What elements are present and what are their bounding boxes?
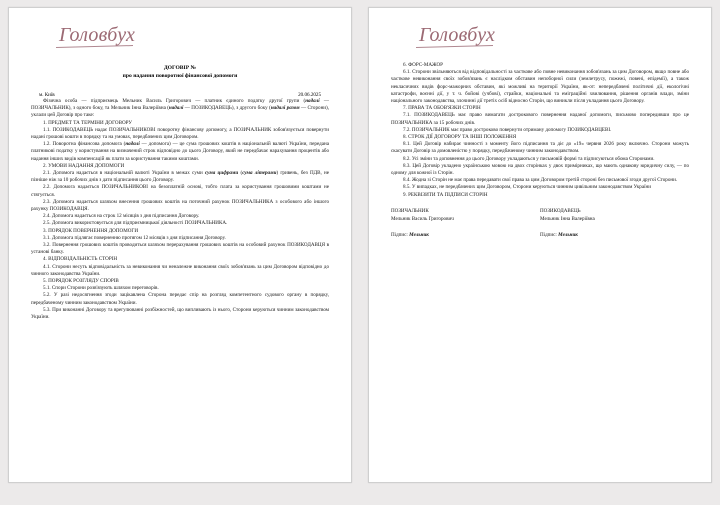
clause-2-4: 2.4. Допомога надається на строк 12 місяців з дня підписання Договору. (43, 213, 200, 220)
document-date: 20.06.2025 (298, 92, 321, 98)
document-city: м. Київ (39, 92, 55, 98)
clause-1-2-part-b: — допомога) — це сума грошових коштів в національній валюті України, передана платникові податку у користування на визначений строк відповідно до цього Договору, який не передбачає нарахування процентів або надання інших видів компенсацій як плати за користування такими коштами. (31, 141, 329, 162)
section-heading-1: 1. ПРЕДМЕТ ТА ТЕРМІНИ ДОГОВОРУ (43, 119, 132, 126)
borrower-signature-mark: Мельник (409, 231, 429, 238)
lender-role-label: ПОЗИКОДАВЕЦЬ (540, 207, 581, 214)
clause-2-1-placeholder-digits: сума цифрами (204, 170, 239, 177)
clause-1-2-part-a: 1.2. Поворотна фінансова допомога ( (43, 141, 126, 148)
document-title-line-1: ДОГОВІР № (163, 65, 197, 71)
document-page-1 (8, 7, 352, 483)
preamble-emphasis-2: надалі (168, 105, 184, 112)
clause-2-5: 2.5. Допомога використовується для підприємницької діяльності ПОЗИЧАЛЬНИКА. (43, 220, 228, 227)
clause-2-3: 2.3. Допомога надається шляхом внесення грошових коштів на поточний рахунок ПОЗИЧАЛЬНИКА з особового або іншого рахунку ПОЗИКОДАВЦЯ. (31, 198, 329, 213)
borrower-signature-label: Підпис: (391, 231, 408, 238)
clause-2-1 (31, 170, 329, 184)
clause-3-1: 3.1. Допомога підлягає поверненню протягом 12 місяців з дня підписання Договору. (43, 234, 226, 241)
preamble-paragraph: Фізична особа — підприємець Мельник Василь Григорович — платник єдиного податку другої групи (надалі — ПОЗИЧАЛЬНИК), з одного боку, та Мельник Інна Валеріївна (надалі — ПОЗИКОДАВЕЦЬ), з другого боку (надалі разом — Сторони), уклали цей Договір про таке: (31, 98, 329, 119)
signature-block (391, 207, 689, 239)
clause-4-1: 4.1. Сторони несуть відповідальність за невиконання чи неналежне виконання своїх зобов'язань за цим Договором відповідно до чинного законодавства України. (31, 263, 329, 277)
borrower-signature-line (391, 231, 540, 239)
clause-2-1-placeholder-words: сума літерами (242, 170, 277, 177)
document-title (31, 64, 329, 80)
clause-5-3: 5.3. При виконанні Договору та врегулюванні розбіжностей, що випливають із нього, Сторони керуються чинним законодавством України. (31, 306, 329, 321)
page-1-body (31, 98, 329, 321)
preamble-emphasis-3: надалі разом (270, 105, 300, 112)
clause-1-2-emphasis: надалі (125, 141, 140, 148)
signature-cell-lender (540, 207, 689, 239)
lender-signature-line (540, 231, 689, 239)
document-page-2 (368, 7, 712, 483)
clause-2-1-mid: ( (238, 170, 243, 177)
brand-logo-text: Головбух (59, 24, 136, 46)
borrower-role-label: ПОЗИЧАЛЬНИК (391, 207, 429, 214)
clause-5-1: 5.1. Спори Сторони розв'язують шляхом переговорів. (43, 285, 159, 292)
clause-8-5: 8.5. У випадках, не передбачених цим Договором, Сторони керуються чинним цивільним законодавством України (403, 184, 651, 191)
preamble-emphasis-1: надалі (305, 98, 320, 104)
borrower-full-name: Мельник Василь Григорович (391, 215, 454, 222)
clause-2-1-part-a: 2.1. Допомога надається в національній валюті України в межах суми (43, 170, 205, 177)
page-2-body (391, 62, 689, 239)
clause-2-1-part-b: ) гривень, без ПДВ, не пізніше ніж за 10 робочих днів з дати підписання цього Договору. (31, 170, 329, 184)
clause-8-1: 8.1. Цей Договір набирає чинності з моменту його підписання та діє до «19» червня 2026 року включно. Сторони можуть скасувати Договір за домовленістю у порядку, передбаченому чинним законодавством. (391, 141, 689, 155)
signature-row (391, 207, 689, 239)
clause-5-2: 5.2. У разі недосягнення згоди зацікавлена Сторона передає спір на розгляд компетентного судового органу в порядку, передбаченому чинним законодавством України. (31, 292, 329, 306)
clause-1-1: 1.1. ПОЗИКОДАВЕЦЬ надає ПОЗИЧАЛЬНИКОВІ поворотну фінансову допомогу, а ПОЗИЧАЛЬНИК зобов'язується повернути надані грошові кошти в порядку та на умовах, передбачених цим Договором. (31, 126, 329, 141)
lender-full-name: Мельник Інна Валеріївна (540, 215, 595, 222)
lender-signature-label: Підпис: (540, 231, 557, 238)
clause-2-2: 2.2. Допомога надається ПОЗИЧАЛЬНИКОВІ на безоплатній основі, тобто плата за користування грошовими коштами не стягується. (31, 184, 329, 198)
clause-6-1: 6.1. Сторони звільняються від відповідальності за часткове або повне невиконання зобов'язань за цим Договором, якщо повне або часткове невиконання своїх зобов'язань є наслідком обставин непоборної сили (землетрусу, пожежі, повені, епідемії), а також некласичних видів форс-мажорних обставин, які можливі на території України, як-от: непередбачені політичні дії, екологічні катастрофи, воєнні дії, у т. ч. бойові (учбові), страйки, національні та еміграційні хвилювання, рішення органів влади, зміни національного законодавства, злочинні дії третіх осіб відносно Сторін, що виникли після укладання цього Договору. (391, 69, 689, 105)
section-heading-9: 9. РЕКВІЗИТИ ТА ПІДПИСИ СТОРІН (403, 191, 488, 198)
section-heading-2: 2. УМОВИ НАДАННЯ ДОПОМОГИ (43, 162, 125, 169)
clause-8-2: 8.2. Усі зміни та доповнення до цього Договору укладаються у письмовій формі та підписуються обома Сторонами. (403, 155, 655, 162)
clause-8-3: 8.3. Цей Договір укладено українською мовою на двох сторінках у двох примірниках, що мають однакову юридичну силу, — по одному для кожної із Сторін. (391, 162, 689, 177)
brand-logo-page-2 (391, 18, 689, 62)
section-heading-5: 5. ПОРЯДОК РОЗГЛЯДУ СПОРІВ (43, 278, 119, 285)
clause-7-2: 7.2. ПОЗИЧАЛЬНИК має право достроково повернути отриману допомогу ПОЗИКОДАВЦЕВІ. (403, 126, 612, 133)
clause-7-1: 7.1. ПОЗИКОДАВЕЦЬ має право вимагати дострокового повернення наданої допомоги, письмово попередивши про це ПОЗИЧАЛЬНИКА за 15 робочих днів. (391, 112, 689, 126)
brand-logo (31, 18, 329, 62)
section-heading-3: 3. ПОРЯДОК ПОВЕРНЕННЯ ДОПОМОГИ (43, 227, 139, 234)
signature-cell-borrower (391, 207, 540, 239)
lender-signature-mark: Мельник (558, 231, 578, 238)
section-heading-7: 7. ПРАВА ТА ОБОВ'ЯЗКИ СТОРІН (403, 105, 481, 112)
section-heading-8: 8. СТРОК ДІЇ ДОГОВОРУ ТА ІНШІ ПОЛОЖЕННЯ (403, 134, 517, 141)
document-title-line-2: про надання поворотної фінансової допомоги (122, 73, 238, 79)
clause-1-2 (31, 141, 329, 163)
clause-3-2: 3.2. Повернення грошових коштів проводиться шляхом перерахування грошових коштів на особовий рахунок ПОЗИКОДАВЦЯ в установі банку. (31, 242, 329, 256)
section-heading-4: 4. ВІДПОВІДАЛЬНІСТЬ СТОРІН (43, 256, 118, 263)
clause-8-4: 8.4. Жодна зі Сторін не має права передавати свої права за цим Договором третій стороні без письмової згоди другої Сторони. (403, 177, 678, 184)
section-heading-6: 6. ФОРС-МАЖОР (403, 62, 444, 68)
brand-logo-text-page-2: Головбух (419, 24, 496, 46)
